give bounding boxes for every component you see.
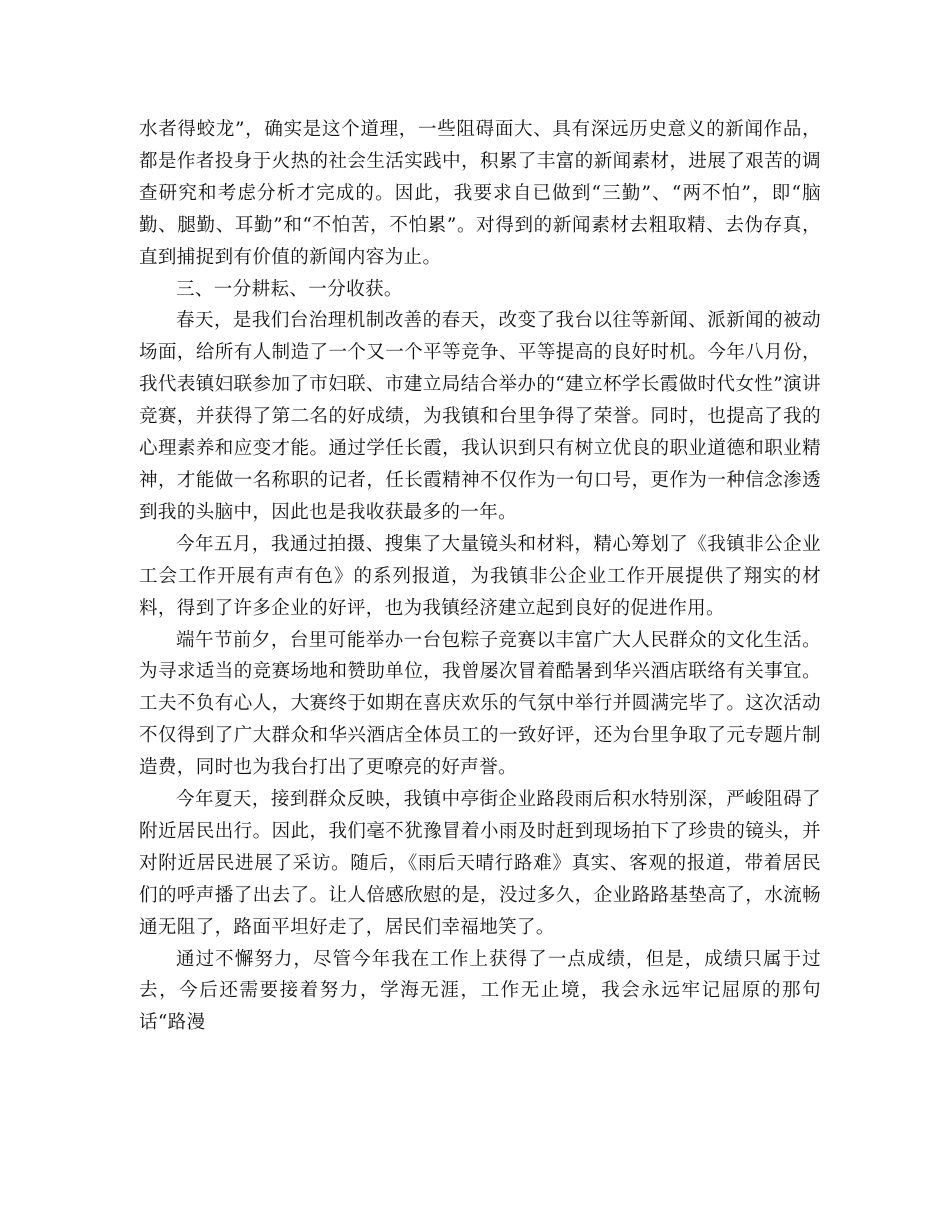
document-body bbox=[139, 114, 821, 1039]
paragraph: 端午节前夕，台里可能举办一台包粽子竞赛以丰富广大人民群众的文化生活。为寻求适当的竞赛场地和赞助单位，我曾屡次冒着酷暑到华兴酒店联络有关事宜。工夫不负有心人，大赛终于如期在喜庆欢乐的气氛中举行并圆满完毕了。这次活动不仅得到了广大群众和华兴酒店全体员工的一致好评，还为台里争取了元专题片制造费，同时也为我台打出了更嘹亮的好声誉。 bbox=[139, 629, 821, 779]
paragraph: 今年夏天，接到群众反映，我镇中亭街企业路段雨后积水特别深，严峻阻碍了附近居民出行。因此，我们毫不犹豫冒着小雨及时赶到现场拍下了珍贵的镜头，并对附近居民进展了采访。随后，《雨后天晴行路难》真实、客观的报道，带着居民们的呼声播了出去了。让人倍感欣慰的是，没过多久，企业路路基垫高了，水流畅通无阻了，路面平坦好走了，居民们幸福地笑了。 bbox=[139, 789, 821, 938]
paragraph-continued: 水者得蛟龙”，确实是这个道理，一些阻碍面大、具有深远历史意义的新闻作品，都是作者投身于火热的社会生活实践中，积累了丰富的新闻素材，进展了艰苦的调查研究和考虑分析才完成的。因此，我要求自已做到“三勤”、“两不怕”，即“脑勤、腿勤、耳勤”和“不怕苦，不怕累”。对得到的新闻素材去粗取精、去伪存真，直到捕捉到有价值的新闻内容为止。 bbox=[139, 119, 821, 268]
paragraph: 春天，是我们台治理机制改善的春天，改变了我台以往等新闻、派新闻的被动场面，给所有人制造了一个又一个平等竞争、平等提高的良好时机。今年八月份，我代表镇妇联参加了市妇联、市建立局结合举办的“建立杯学长霞做时代女性”演讲竞赛，并获得了第二名的好成绩，为我镇和台里争得了荣誉。同时，也提高了我的心理素养和应变才能。通过学任长霞，我认识到只有树立优良的职业道德和职业精神，才能做一名称职的记者，任长霞精神不仅作为一句口号，更作为一种信念渗透到我的头脑中，因此也是我收获最多的一年。 bbox=[139, 310, 821, 523]
paragraph: 通过不懈努力，尽管今年我在工作上获得了一点成绩，但是，成绩只属于过去，今后还需要接着努力，学海无涯，工作无止境，我会永远牢记屈原的那句话“路漫 bbox=[139, 948, 821, 1034]
section-heading: 三、一分耕耘、一分收获。 bbox=[176, 278, 403, 300]
paragraph: 今年五月，我通过拍摄、搜集了大量镜头和材料，精心筹划了《我镇非公企业工会工作开展有声有色》的系列报道，为我镇非公企业工作开展提供了翔实的材料，得到了许多企业的好评，也为我镇经济建立起到良好的促进作用。 bbox=[139, 533, 821, 619]
